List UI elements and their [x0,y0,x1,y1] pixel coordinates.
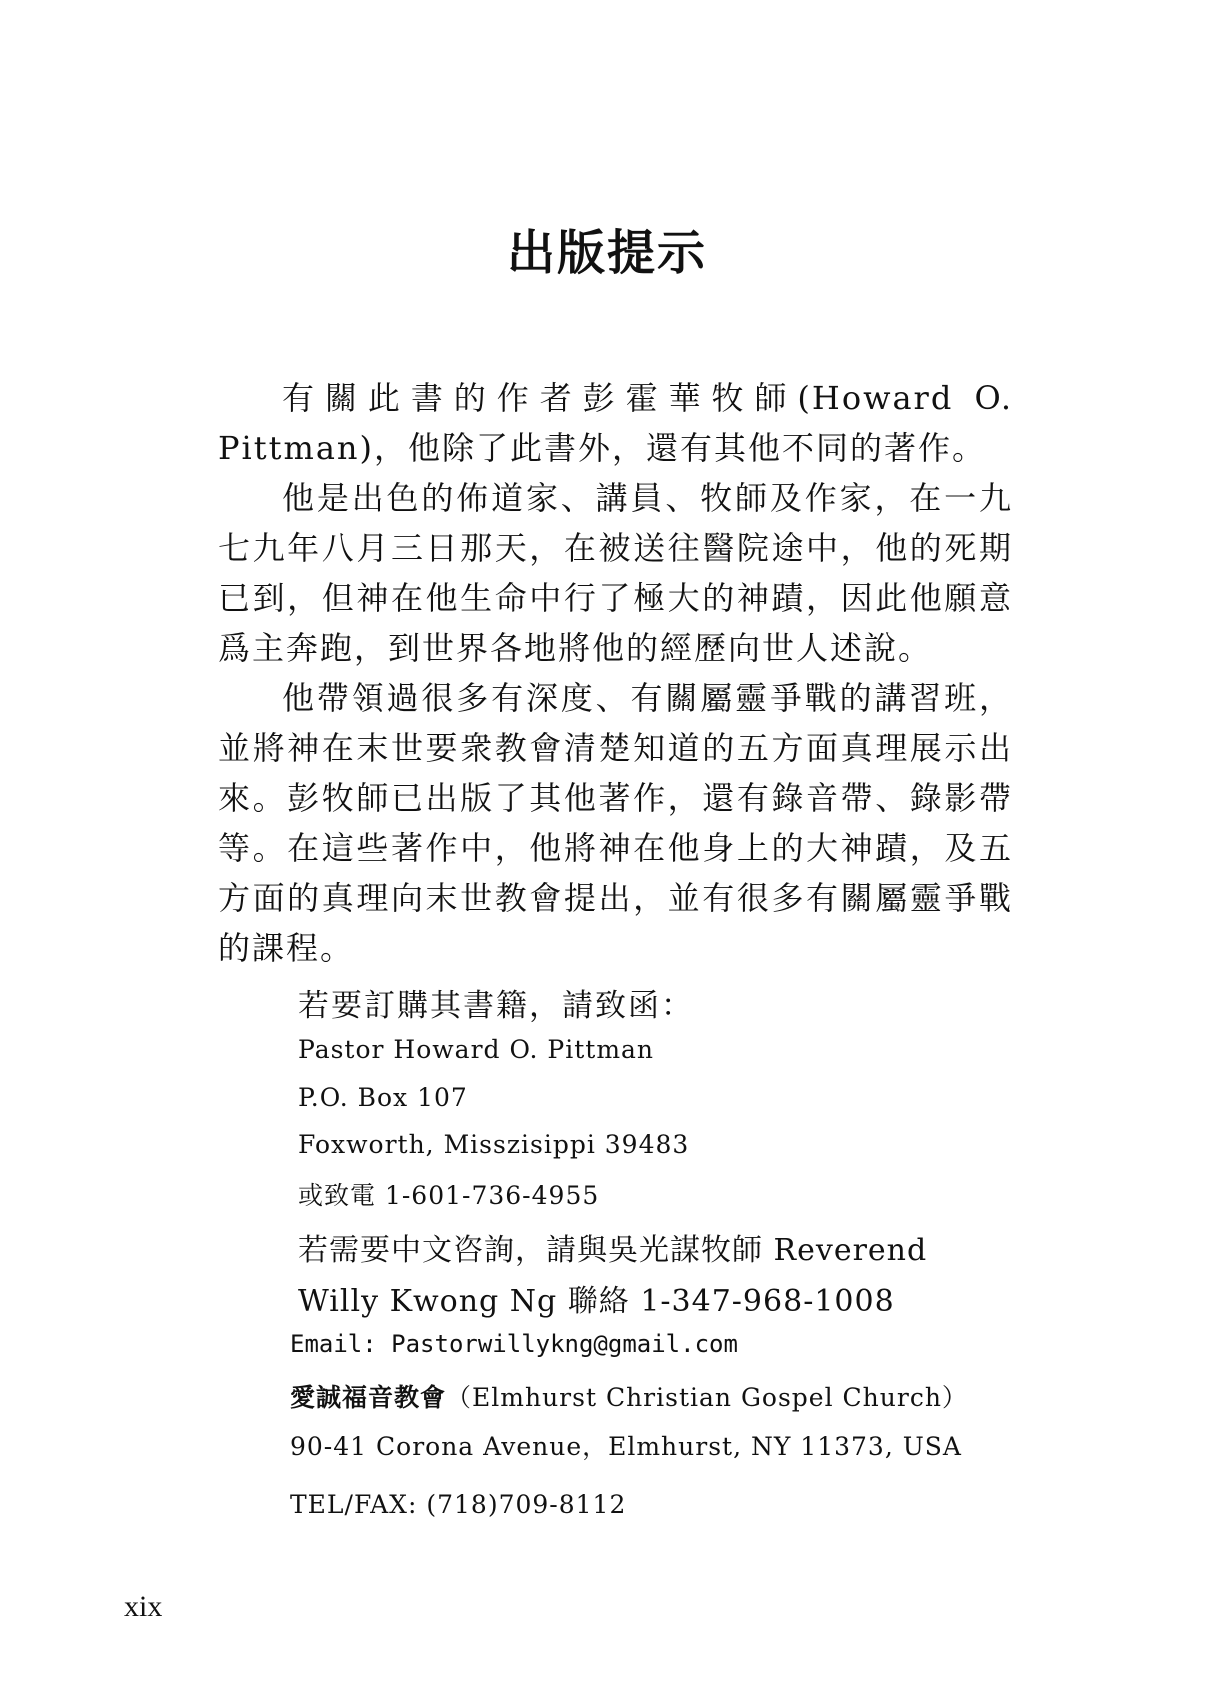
telfax-line: TEL/FAX: (718)709-8112 [290,1490,627,1519]
address-line-name: Pastor Howard O. Pittman [298,1035,655,1064]
church-name: 愛誠福音教會 [290,1383,447,1412]
page-number: xix [124,1590,163,1623]
church-english-name: （Elmhurst Christian Gospel Church） [446,1383,968,1412]
church-street-address: 90-41 Corona Avenue，Elmhurst, NY 11373, USA [290,1432,962,1461]
email-line: Email: Pastorwillykng@gmail.com [290,1330,738,1358]
paragraph-ministry: 他帶領過很多有深度、有關屬靈爭戰的講習班，並將神在末世要衆教會清楚知道的五方面真理展示出來。彭牧師已出版了其他著作，還有錄音帶、錄影帶等。在這些著作中，他將神在他身上的大神蹟，及五方面的真理向末世教會提出，並有很多有關屬靈爭戰的課程。 [218,679,1013,967]
paragraph-biography: 他是出色的佈道家、講員、牧師及作家，在一九七九年八月三日那天，在被送往醫院途中，他的死期已到，但神在他生命中行了極大的神蹟，因此他願意爲主奔跑，到世界各地將他的經歷向世人述說。 [218,479,1013,667]
church-line [290,1378,968,1414]
address-line-phone: 或致電 1-601-736-4955 [298,1181,600,1210]
paragraph-author-intro: 有關此書的作者彭霍華牧師(Howard O. Pittman)，他除了此書外，還有其他不同的著作。 [218,379,1013,467]
order-heading: 若要訂購其書籍，請致函： [298,988,694,1024]
chinese-inquiry-line-2: Willy Kwong Ng 聯絡 1-347-968-1008 [298,1284,895,1319]
address-line-city: Foxworth, Misszisippi 39483 [298,1130,690,1159]
page-title: 出版提示 [506,225,707,281]
body-text [218,373,1013,973]
chinese-inquiry-line-1: 若需要中文咨詢，請與吳光謀牧師 Reverend [298,1233,928,1268]
address-line-po-box: P.O. Box 107 [298,1083,468,1112]
